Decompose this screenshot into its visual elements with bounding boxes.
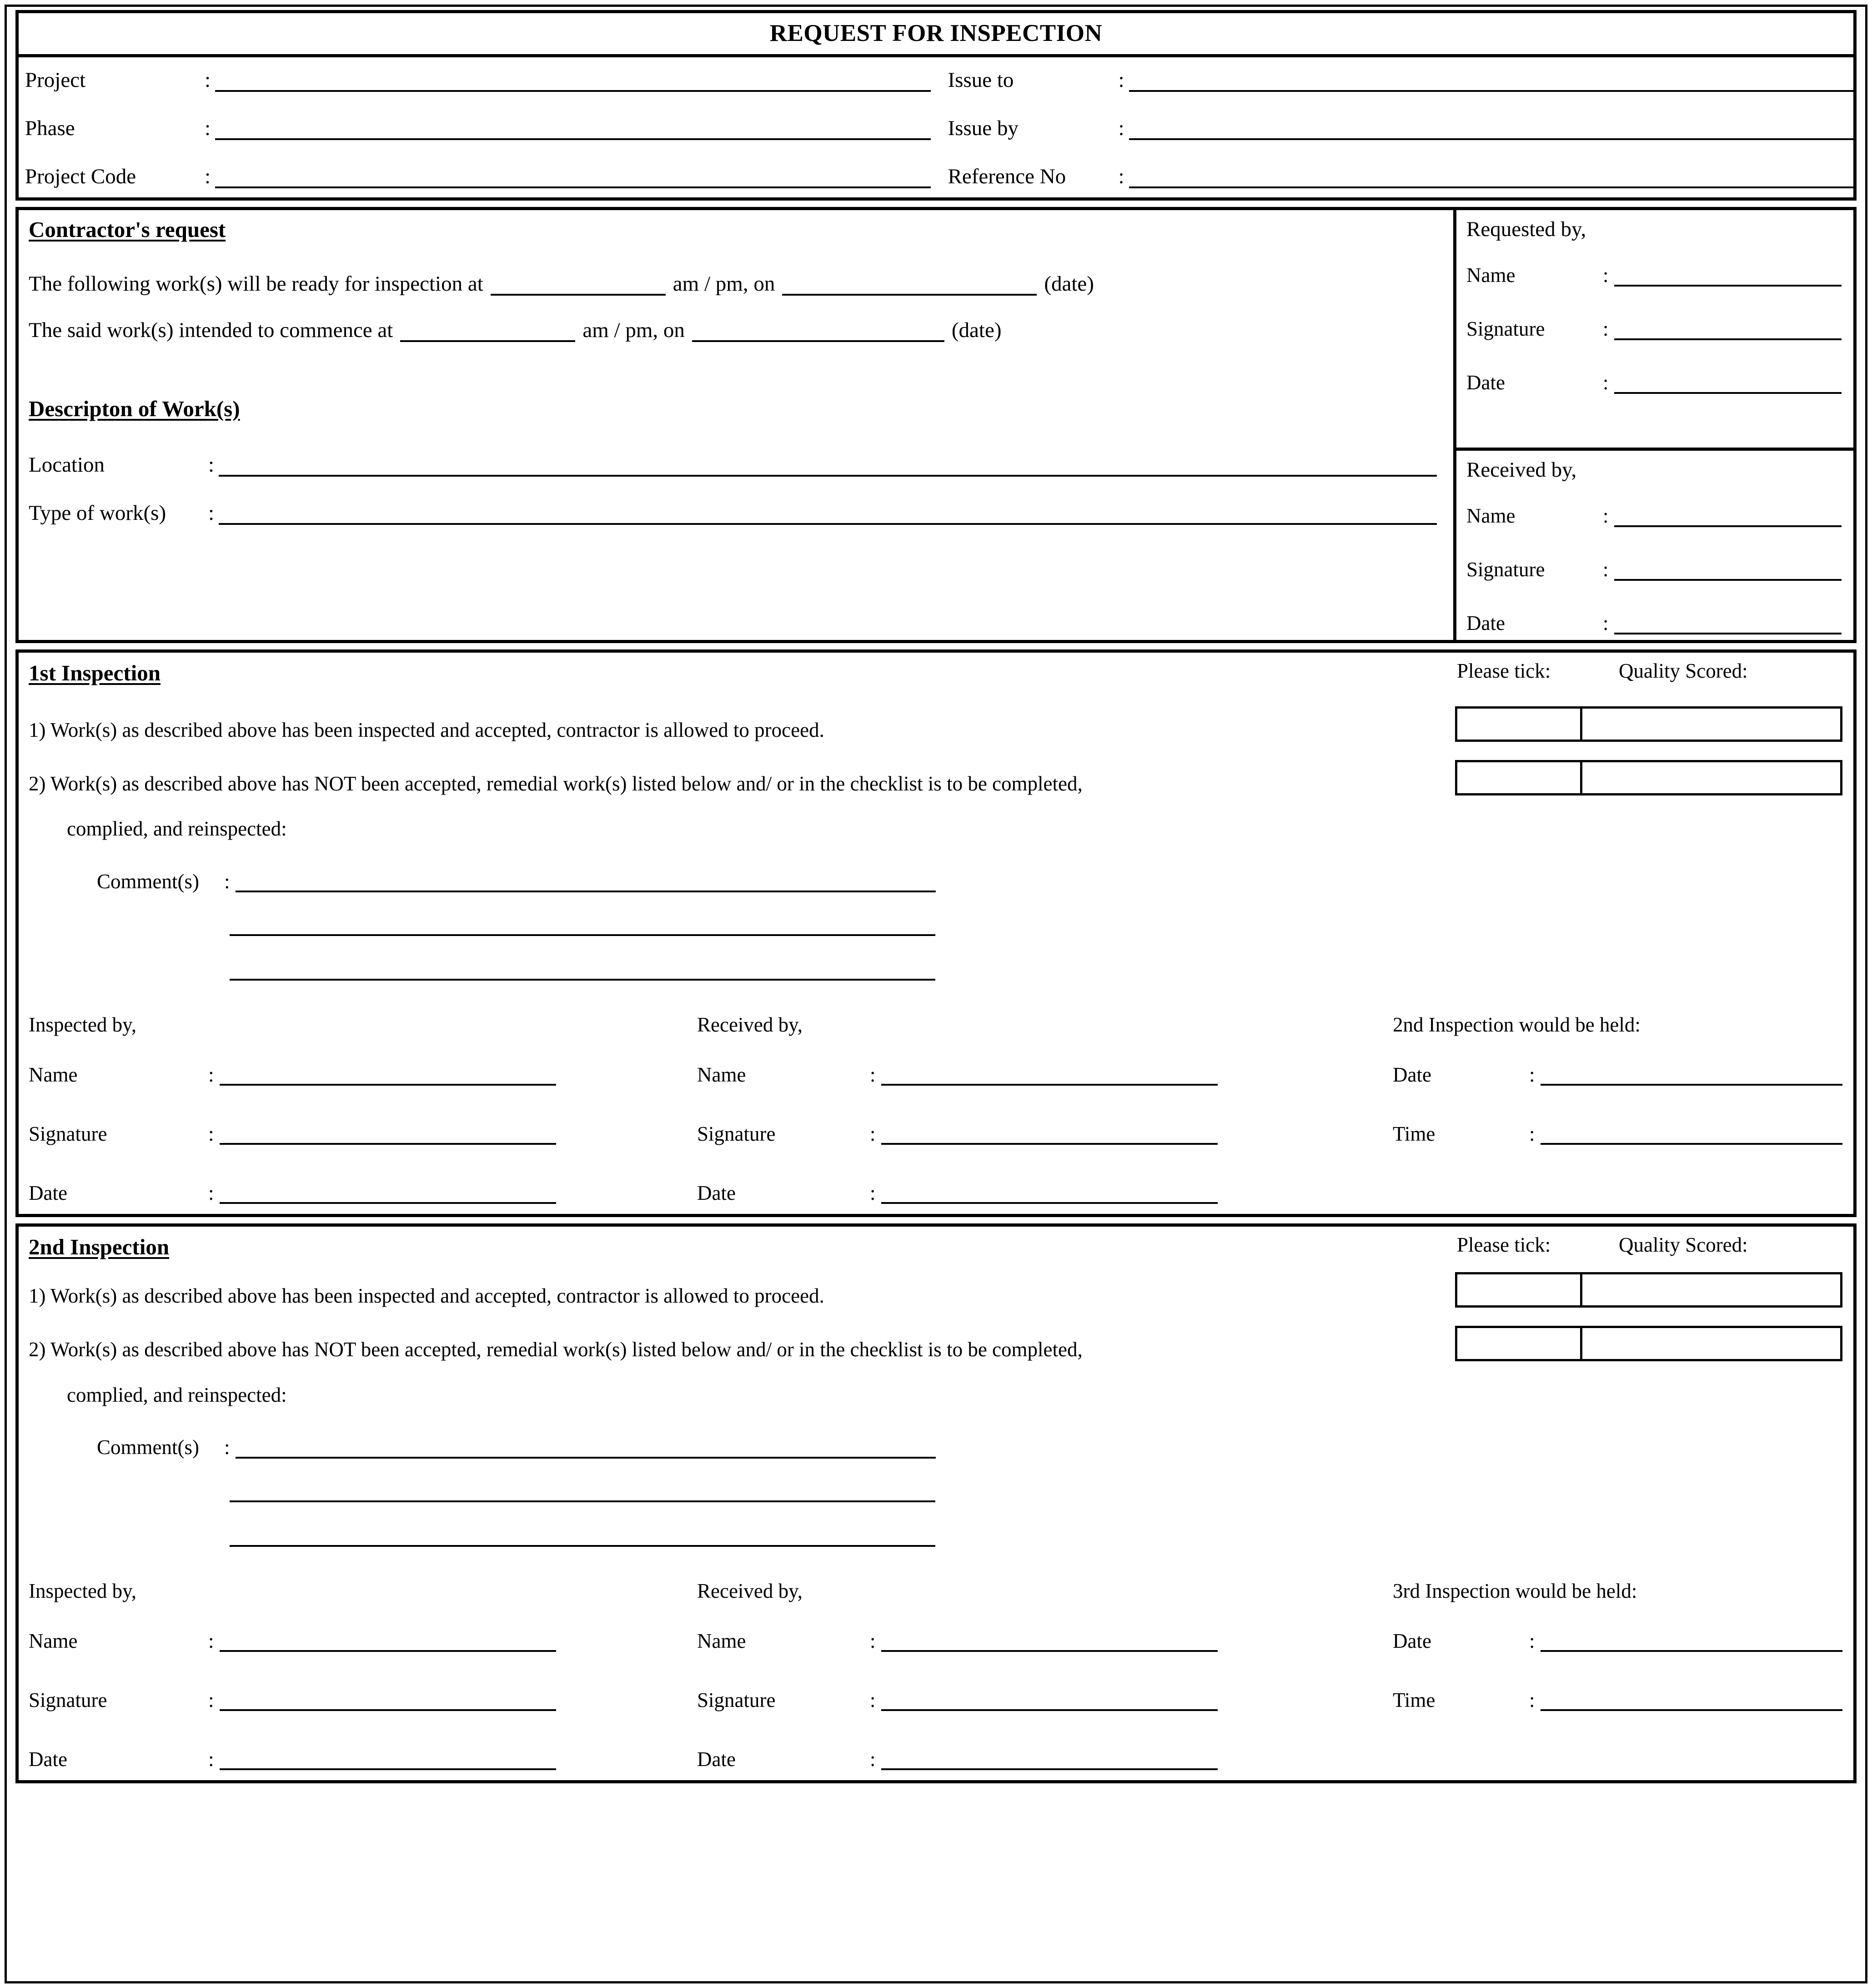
- field-label-issue-by: Issue by: [948, 116, 1019, 141]
- inspection-1-tick-row-2: [1455, 760, 1842, 795]
- field-colon-location: :: [208, 453, 215, 477]
- inspection-1-left: [19, 653, 1453, 981]
- field-location: [29, 448, 1453, 477]
- requested-by-name-label: Name: [1466, 264, 1516, 287]
- requested-by-name-row: [1466, 259, 1842, 287]
- field-input-project-code[interactable]: [215, 163, 930, 188]
- field-input-issue-to[interactable]: [1129, 66, 1853, 92]
- inspection-1-inspected-signature-input[interactable]: [220, 1120, 556, 1145]
- field-label-location: Location: [29, 453, 105, 477]
- inspection-1-statement-1: 1) Work(s) as described above has been inspected and accepted, contractor is allowed to proceed.: [29, 718, 824, 741]
- inspection-2-inspected-name-row: [29, 1625, 697, 1652]
- inspection-1-comments-colon: :: [224, 870, 230, 893]
- inspection-1-tick-header: [1453, 653, 1853, 683]
- inspection-2-inspected-by: [29, 1580, 697, 1770]
- field-label-reference-no: Reference No: [948, 165, 1066, 189]
- received-by-name-label: Name: [1466, 504, 1516, 528]
- description-of-works-section: [19, 397, 1453, 537]
- page-title: REQUEST FOR INSPECTION: [19, 13, 1853, 57]
- inspection-2-next-time-label: Time: [1393, 1688, 1435, 1711]
- inspection-2-received-name-input[interactable]: [881, 1627, 1218, 1652]
- inspection-2-inspected-date-input[interactable]: [220, 1746, 556, 1770]
- header-block: [15, 10, 1857, 201]
- inspection-2-tick-column: [1453, 1227, 1853, 1546]
- inspection-1-inspected-signature-row: [29, 1117, 697, 1145]
- inspection-1-inspected-date-row: [29, 1177, 697, 1204]
- ready-date-input[interactable]: [782, 271, 1037, 296]
- inspection-2-tick-row-1: [1455, 1272, 1842, 1308]
- inspection-2-received-date-colon: :: [870, 1747, 876, 1771]
- inspection-2-tick-checkbox-1[interactable]: [1455, 1272, 1582, 1308]
- inspection-1-inspected-name-colon: :: [208, 1063, 214, 1086]
- inspection-2-inspected-signature-colon: :: [208, 1688, 214, 1711]
- inspection-1-comment-row-1: [97, 866, 1453, 892]
- inspection-2-comment-input-3[interactable]: [230, 1521, 935, 1547]
- field-input-location[interactable]: [219, 451, 1437, 477]
- inspection-2-tick-row-2: [1455, 1326, 1842, 1361]
- spacer-block: [29, 342, 1453, 397]
- inspection-1-heading: 1st Inspection: [29, 660, 161, 685]
- field-colon-phase: :: [205, 116, 211, 141]
- contractor-request-row: [19, 210, 1853, 639]
- inspection-1-inspected-name-input[interactable]: [220, 1061, 556, 1086]
- inspection-2-next-date-label: Date: [1393, 1629, 1431, 1652]
- field-reference-no: [948, 160, 1854, 188]
- contractor-request-heading: Contractor's request: [29, 217, 226, 242]
- spacer-block: [29, 1314, 1453, 1332]
- inspection-2-next-date-input[interactable]: [1541, 1627, 1842, 1652]
- ready-time-input[interactable]: [491, 271, 666, 296]
- inspection-1-inspected-by: [29, 1014, 697, 1204]
- requested-by-date-input[interactable]: [1614, 369, 1842, 394]
- inspection-1-tick-checkbox-1[interactable]: [1455, 706, 1582, 742]
- inspection-1-next-date-colon: :: [1529, 1063, 1535, 1086]
- inspection-2-inspected-name-label: Name: [29, 1629, 78, 1652]
- received-by-name-row: [1466, 500, 1842, 527]
- inspection-1-received-signature-row: [697, 1117, 1393, 1145]
- inspection-1-received-date-label: Date: [697, 1181, 736, 1204]
- inspection-2-received-by-title: Received by,: [697, 1579, 803, 1602]
- inspection-2-tick-checkbox-2[interactable]: [1455, 1326, 1582, 1361]
- received-by-date-row: [1466, 607, 1842, 634]
- inspection-1-inspected-date-input[interactable]: [220, 1179, 556, 1204]
- signature-side-column: [1453, 210, 1853, 639]
- field-colon-type-of-works: :: [208, 501, 215, 525]
- contractor-request-main: [19, 210, 1453, 639]
- inspection-2-comments: [29, 1432, 1453, 1547]
- inspection-2-received-signature-colon: :: [870, 1688, 876, 1711]
- inspection-1-received-by-title: Received by,: [697, 1013, 803, 1036]
- inspection-2-inspected-date-row: [29, 1743, 697, 1770]
- requested-by-signature-colon: :: [1603, 317, 1609, 341]
- inspection-1-received-signature-colon: :: [870, 1122, 876, 1145]
- inspection-1-inspected-name-label: Name: [29, 1063, 78, 1086]
- inspection-2-next-inspection-title: 3rd Inspection would be held:: [1393, 1579, 1637, 1602]
- requested-by-date-colon: :: [1603, 371, 1609, 394]
- inspection-2-quality-scored-label: Quality Scored:: [1619, 1233, 1748, 1257]
- inspection-1-quality-score-2[interactable]: [1582, 760, 1842, 795]
- inspection-2-heading: 2nd Inspection: [29, 1234, 170, 1260]
- received-by-date-input[interactable]: [1614, 610, 1842, 634]
- inspection-2-statement-2: 2) Work(s) as described above has NOT been accepted, remedial work(s) listed below and/ or in the checklist is to be completed,: [29, 1338, 1083, 1361]
- inspection-1-tick-column: [1453, 653, 1853, 981]
- inspection-2-quality-score-1[interactable]: [1582, 1272, 1842, 1308]
- contractor-request-section: [19, 210, 1453, 397]
- inspection-2-inspected-date-label: Date: [29, 1747, 67, 1771]
- requested-by-signature-row: [1466, 313, 1842, 340]
- header-fields: [19, 57, 1853, 197]
- inspection-2-comment-input-1[interactable]: [236, 1434, 936, 1459]
- inspection-1-next-inspection-title: 2nd Inspection would be held:: [1393, 1013, 1641, 1036]
- inspection-1-received-date-row: [697, 1177, 1393, 1204]
- inspection-2-tick-header: [1453, 1227, 1853, 1257]
- inspection-1-next-time-colon: :: [1529, 1122, 1535, 1145]
- field-colon-issue-to: :: [1118, 68, 1124, 92]
- field-label-type-of-works: Type of work(s): [29, 501, 166, 525]
- field-label-issue-to: Issue to: [948, 68, 1014, 92]
- inspection-2-top-row: [19, 1227, 1853, 1546]
- inspection-2-comments-label: Comment(s): [97, 1436, 199, 1459]
- description-of-works-heading: Descripton of Work(s): [29, 396, 240, 422]
- field-label-phase: Phase: [25, 116, 75, 141]
- inspection-1-quality-score-1[interactable]: [1582, 706, 1842, 742]
- commence-date-label: (date): [951, 318, 1002, 342]
- field-type-of-works: [29, 497, 1453, 525]
- inspection-1-received-name-label: Name: [697, 1063, 746, 1086]
- received-by-signature-label: Signature: [1466, 558, 1545, 581]
- requested-by-date-row: [1466, 367, 1842, 394]
- inspection-1-please-tick-label: Please tick:: [1457, 659, 1551, 682]
- inspection-1-received-signature-input[interactable]: [881, 1120, 1218, 1145]
- received-by-date-colon: :: [1603, 612, 1609, 635]
- inspection-2-quality-score-2[interactable]: [1582, 1326, 1842, 1361]
- field-input-project[interactable]: [215, 66, 930, 92]
- inspection-1-received-by: [697, 1014, 1393, 1204]
- inspection-2-statement-1: 1) Work(s) as described above has been inspected and accepted, contractor is allowed to proceed.: [29, 1284, 824, 1308]
- received-by-signature-row: [1466, 554, 1842, 581]
- header-left-column: [19, 64, 931, 193]
- inspection-1-tick-row-1: [1455, 706, 1842, 742]
- received-by-panel: [1456, 448, 1853, 639]
- inspection-2-inspected-date-colon: :: [208, 1747, 214, 1771]
- inspection-1-comments-label: Comment(s): [97, 870, 199, 893]
- inspection-1-next-date-input[interactable]: [1541, 1061, 1842, 1086]
- inspection-2-next-date-row: [1393, 1625, 1842, 1652]
- received-by-name-colon: :: [1603, 504, 1609, 528]
- requested-by-date-label: Date: [1466, 371, 1505, 394]
- inspection-2-please-tick-label: Please tick:: [1457, 1233, 1551, 1257]
- inspection-2-received-date-label: Date: [697, 1747, 736, 1771]
- commence-time-input[interactable]: [400, 317, 575, 342]
- field-issue-to: [948, 64, 1854, 92]
- received-by-title: Received by,: [1466, 458, 1577, 482]
- inspection-2-left: [19, 1227, 1453, 1546]
- inspection-1-received-date-input[interactable]: [881, 1179, 1218, 1204]
- inspection-1-next-time-row: [1393, 1117, 1842, 1145]
- inspection-2-inspected-signature-label: Signature: [29, 1688, 107, 1711]
- request-for-inspection-form: [15, 10, 1857, 1783]
- inspection-2-received-signature-label: Signature: [697, 1688, 776, 1711]
- inspection-2-comment-row-1: [97, 1432, 1453, 1459]
- inspection-2-comment-input-2[interactable]: [230, 1477, 935, 1502]
- inspection-1-next-time-input[interactable]: [1541, 1120, 1842, 1145]
- field-colon-project: :: [205, 68, 211, 92]
- commence-prefix: The said work(s) intended to commence at: [29, 318, 393, 342]
- field-input-reference-no[interactable]: [1129, 163, 1853, 188]
- inspection-2-statement-2-cont: complied, and reinspected:: [67, 1384, 287, 1407]
- field-issue-by: [948, 112, 1854, 140]
- inspection-1-next-inspection: [1393, 1014, 1842, 1204]
- inspection-1-inspected-signature-label: Signature: [29, 1122, 107, 1145]
- inspection-1-comment-input-3[interactable]: [230, 955, 935, 981]
- inspection-2-received-by: [697, 1580, 1393, 1770]
- requested-by-signature-label: Signature: [1466, 317, 1545, 341]
- inspection-1-next-time-label: Time: [1393, 1122, 1435, 1145]
- inspection-2-next-time-row: [1393, 1684, 1842, 1711]
- inspection-1-top-row: [19, 653, 1853, 981]
- inspection-1-inspected-date-colon: :: [208, 1181, 214, 1204]
- inspection-2-received-signature-row: [697, 1684, 1393, 1711]
- ready-date-label: (date): [1044, 272, 1094, 296]
- ready-ampm-label: am / pm, on: [673, 272, 775, 296]
- inspection-1-statement-2-cont: complied, and reinspected:: [67, 817, 287, 840]
- inspection-1-tick-checkbox-2[interactable]: [1455, 760, 1582, 795]
- inspection-2-received-name-colon: :: [870, 1629, 876, 1652]
- requested-by-name-input[interactable]: [1614, 262, 1842, 287]
- received-by-name-input[interactable]: [1614, 503, 1842, 527]
- inspection-1-inspected-by-title: Inspected by,: [29, 1013, 136, 1036]
- field-input-type-of-works[interactable]: [219, 499, 1437, 525]
- inspection-2-comments-colon: :: [224, 1436, 230, 1459]
- inspection-1-received-name-row: [697, 1058, 1393, 1086]
- inspection-2-received-name-label: Name: [697, 1629, 746, 1652]
- field-input-issue-by[interactable]: [1129, 115, 1853, 140]
- inspection-2-next-time-colon: :: [1529, 1688, 1535, 1711]
- inspection-2-received-signature-input[interactable]: [881, 1686, 1218, 1711]
- inspection-2-next-time-input[interactable]: [1541, 1686, 1842, 1711]
- inspection-2-next-inspection: [1393, 1580, 1842, 1770]
- ready-for-inspection-prefix: The following work(s) will be ready for inspection at: [29, 272, 483, 296]
- field-project-code: [25, 160, 931, 188]
- inspection-1-next-date-label: Date: [1393, 1063, 1431, 1086]
- inspection-1-comment-input-2[interactable]: [230, 911, 935, 936]
- field-input-phase[interactable]: [215, 115, 930, 140]
- ready-for-inspection-line: [29, 268, 1453, 296]
- inspection-1-statement-2: 2) Work(s) as described above has NOT been accepted, remedial work(s) listed below and/ or in the checklist is to be completed,: [29, 772, 1083, 795]
- requested-by-title: Requested by,: [1466, 217, 1586, 242]
- inspection-1-received-name-input[interactable]: [881, 1061, 1218, 1086]
- inspection-1-next-date-row: [1393, 1058, 1842, 1086]
- header-right-column: [931, 64, 1854, 193]
- commence-ampm-label: am / pm, on: [582, 318, 685, 342]
- inspection-2-received-date-row: [697, 1743, 1393, 1770]
- inspection-2-next-date-colon: :: [1529, 1629, 1535, 1652]
- inspection-2-inspected-by-title: Inspected by,: [29, 1579, 136, 1602]
- inspection-1-quality-scored-label: Quality Scored:: [1619, 659, 1748, 682]
- inspection-2-signature-row: [19, 1547, 1853, 1780]
- field-project: [25, 64, 931, 92]
- inspection-1-block: [15, 649, 1857, 1218]
- inspection-1-received-date-colon: :: [870, 1181, 876, 1204]
- inspection-1-signature-row: [19, 981, 1853, 1214]
- inspection-2-block: [15, 1223, 1857, 1783]
- inspection-1-inspected-name-row: [29, 1058, 697, 1086]
- contractor-request-block: [15, 207, 1857, 643]
- field-colon-issue-by: :: [1118, 116, 1124, 141]
- spacer-block: [29, 748, 1453, 766]
- received-by-signature-colon: :: [1603, 558, 1609, 581]
- inspection-2-inspected-signature-input[interactable]: [220, 1686, 556, 1711]
- inspection-1-received-signature-label: Signature: [697, 1122, 776, 1145]
- inspection-1-comments: [29, 866, 1453, 981]
- inspection-1-inspected-signature-colon: :: [208, 1122, 214, 1145]
- requested-by-signature-input[interactable]: [1614, 316, 1842, 340]
- inspection-1-inspected-date-label: Date: [29, 1181, 67, 1204]
- received-by-date-label: Date: [1466, 612, 1505, 635]
- requested-by-name-colon: :: [1603, 264, 1609, 287]
- field-colon-reference-no: :: [1118, 165, 1124, 189]
- commence-date-input[interactable]: [692, 317, 944, 342]
- inspection-1-received-name-colon: :: [870, 1063, 876, 1086]
- inspection-2-inspected-signature-row: [29, 1684, 697, 1711]
- inspection-2-inspected-name-input[interactable]: [220, 1627, 556, 1652]
- field-colon-project-code: :: [205, 165, 211, 189]
- field-label-project-code: Project Code: [25, 165, 136, 189]
- inspection-2-inspected-name-colon: :: [208, 1629, 214, 1652]
- received-by-signature-input[interactable]: [1614, 556, 1842, 581]
- requested-by-panel: [1456, 210, 1853, 448]
- field-label-project: Project: [25, 68, 86, 92]
- commence-line: [29, 315, 1453, 342]
- inspection-2-received-name-row: [697, 1625, 1393, 1652]
- field-phase: [25, 112, 931, 140]
- inspection-1-comment-input-1[interactable]: [236, 868, 936, 892]
- inspection-2-received-date-input[interactable]: [881, 1746, 1218, 1770]
